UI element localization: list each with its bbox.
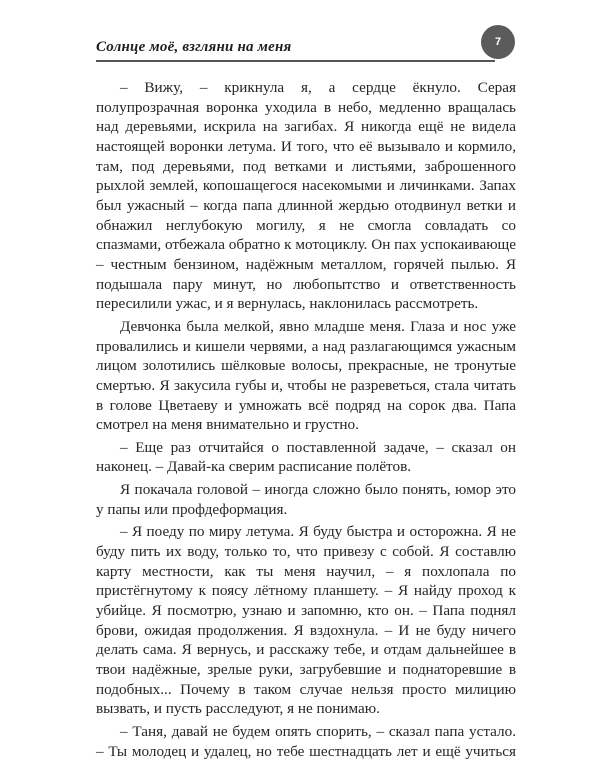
header-rule <box>96 60 495 62</box>
paragraph: – Таня, давай не будем опять спорить, – сказал папа устало. – Ты молодец и удалец, но тебе шестнадцать лет и ещё учиться <box>96 723 516 760</box>
paragraph: – Еще раз отчитайся о поставленной задаче, – сказал он наконец. – Давай-ка сверим расписание полётов. <box>96 438 516 476</box>
paragraph: Я покачала головой – иногда сложно было понять, юмор это у папы или профдеформация. <box>96 481 516 518</box>
page-number-badge: 7 <box>481 25 515 59</box>
running-header <box>96 37 507 67</box>
paragraph: – Вижу, – крикнула я, а сердце ёкнуло. Серая полупрозрачная воронка уходила в небо, медленно вращалась над деревьями, искрила на загибах. Я никогда ещё не видела настоящей воронки летума. И того, что её вызывало и кормило, там, под деревьями, под ветками и листьями, заброшенного рыхлой землей, копошащегося насекомыми и личинками. Запах был ужасный – когда папа длинной жердью отодвинул ветки и обнажил неглубокую могилу, я не смогла совладать со спазмами, отбежала обратно к мотоциклу. Он пах успокаивающе – честным бензином, надёжным металлом, горячей пылью. Я подышала пару минут, но любопытство и ответственность пересилили ужас, и я вернулась, наклонилась рассмотреть. <box>96 79 516 313</box>
paragraph: Девчонка была мелкой, явно младше меня. Глаза и нос уже провалились и кишели червями, а над разлагающимся ужасным лицом золотились шёлковые волосы, прекрасные, не тронутые смертью. Я закусила губы и, чтобы не разреветься, стала читать в голове Цветаеву и умножать всё подряд на сорок два. Папа смотрел на меня внимательно и грустно. <box>96 317 516 434</box>
paragraph: – Я поеду по миру летума. Я буду быстра и осторожна. Я не буду пить их воду, только то, что привезу с собой. Я составлю карту местности, как ты меня научил, – я похлопала по пристёгнутому к поясу лётному планшету. – Я найду проход к убийце. Я посмотрю, узнаю и запомню, кто он. – Папа поднял брови, ожидая продолжения. Я вздохнула. – И не буду ничего делать сама. Я вернусь, и расскажу тебе, и отдам дальнейшее в твои надёжные, зрелые руки, загрубевшие и поднаторевшие в подобных... Почему в таком случае нельзя просто милицию вызвать, и пусть расследуют, я не понимаю. <box>96 523 516 718</box>
running-title: Солнце моё, взгляни на меня <box>96 39 292 55</box>
body-text <box>96 78 516 764</box>
